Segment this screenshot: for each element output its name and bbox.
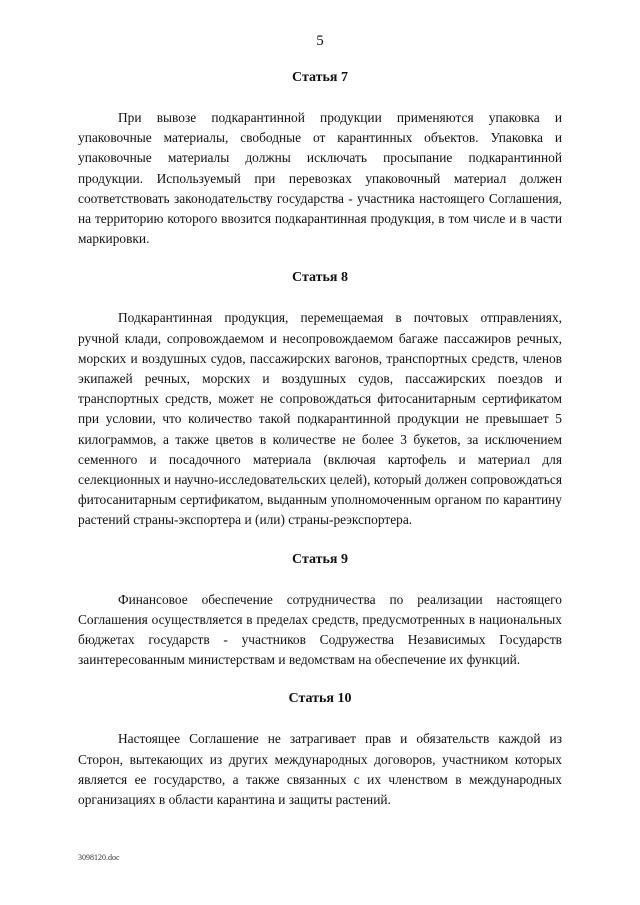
article-text: При вывозе подкарантинной продукции применяются упаковка и упаковочные материалы, свободные от карантинных объектов. Упаковка и упаковочные материалы должны исключать просыпание подкарантинной продукции. Используемый при перевозках упаковочный материал должен соответствовать законодательству государства - участника настоящего Соглашения, на территорию которого ввозится подкарантинная продукция, в том числе и в части маркировки. xyxy=(78,110,562,247)
article-text: Финансовое обеспечение сотрудничества по реализации настоящего Соглашения осуществляется в пределах средств, предусмотренных в национальных бюджетах государств - участников Содружества Независимых Государств заинтересованным министерствам и ведомствам на обеспечение их функций. xyxy=(78,591,562,668)
article-heading: Статья 10 xyxy=(288,691,352,707)
article-heading: Статья 7 xyxy=(292,70,348,85)
article-text: Настоящее Соглашение не затрагивает прав и обязательств каждой из Сторон, вытекающих из других международных договоров, участником которых является ее государство, а также связанных с их членством в международных организациях в области карантина и защиты растений. xyxy=(78,731,562,808)
article-10 xyxy=(78,689,562,810)
document-body xyxy=(78,68,562,829)
article-9 xyxy=(78,550,562,671)
article-text: Подкарантинная продукция, перемещаемая в почтовых отправлениях, ручной клади, сопровождаемом и несопровождаемом багаже пассажиров речных, морских и воздушных судов, пассажирских вагонов, транспортных средств, членов экипажей речных, морских и воздушных судов, пассажирских поездов и транспортных средств, может не сопровождаться фитосанитарным сертификатом при условии, что количество такой подкарантинной продукции не превышает 5 килограммов, а также цветов в количестве не более 3 букетов, за исключением семенного и посадочного материала (включая картофель и материал для селекционных и научно-исследовательских целей), который должен сопровождаться фитосанитарным сертификатом, выданным уполномоченным органом по карантину растений страны-экспортера и (или) страны-реэкспортера. xyxy=(78,310,562,528)
footer-file-name: 3098120.doc xyxy=(78,853,120,862)
article-8 xyxy=(78,268,562,530)
article-heading: Статья 8 xyxy=(292,270,348,286)
article-7 xyxy=(78,68,562,249)
page-number: 5 xyxy=(316,33,324,49)
article-heading: Статья 9 xyxy=(292,551,348,567)
